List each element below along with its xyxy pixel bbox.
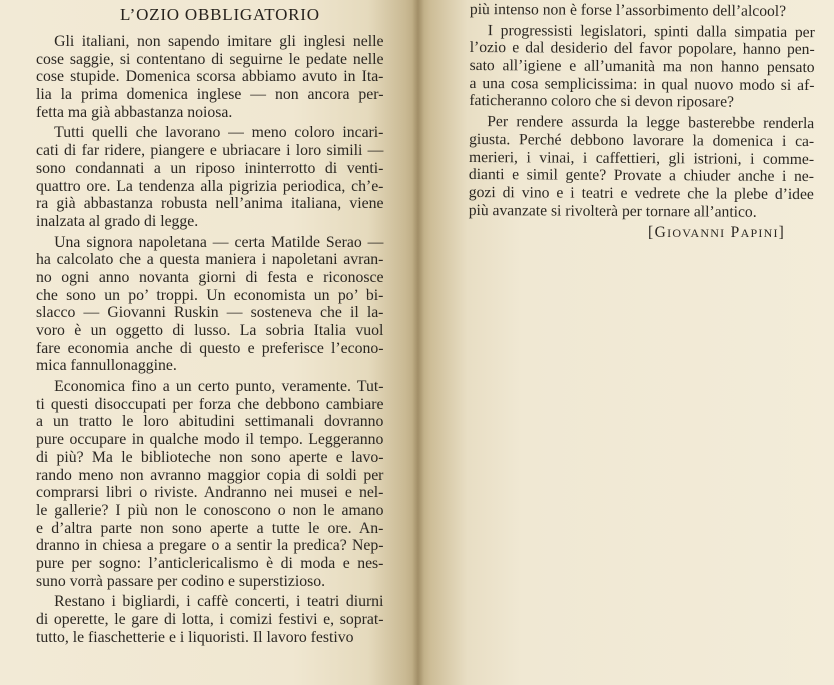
paragraph (36, 378, 383, 590)
text-line: no ogni anno novanta giorni di festa e riconosce (36, 268, 384, 286)
signature-last-initial: P (730, 224, 741, 241)
text-line: slacco — Giovanni Ruskin — sosteneva che il la- (36, 304, 384, 322)
text-line: l’ozio e dal desiderio del favor popolare, hanno pen- (469, 39, 815, 59)
text-line: Tutti quelli che lavorano — meno coloro incari- (54, 124, 384, 142)
text-line: sato all’igiene e all’umanità ma non hanno pensato (469, 57, 815, 77)
text-line: fare economia anche di questo e preferisce l’econo- (36, 339, 384, 357)
text-line: gozi di vino e i teatri e vedrete che la plebe d’idee (468, 183, 814, 204)
author-signature (648, 224, 785, 242)
article-title: L’OZIO OBBLIGATORIO (120, 5, 320, 24)
text-line: le gallerie? I più non le conoscono o non le amano (36, 501, 384, 519)
text-line: pure occupare in qualche modo il tempo. Leggeranno (36, 431, 384, 449)
text-line: Una signora napoletana — certa Matilde Serao — (54, 233, 384, 251)
text-line: faticheranno coloro che si devon riposare? (469, 92, 734, 112)
text-line: Per rendere assurda la legge basterebbe renderla (487, 113, 815, 133)
paragraph (36, 124, 383, 230)
right-page-text (469, 1, 815, 224)
left-page-text (36, 33, 383, 649)
paragraph (36, 234, 383, 376)
text-line: cose stupide. Domenica scorsa abbiamo avuto in Ita- (36, 68, 384, 86)
signature-first-rest: IOVANNI (667, 226, 726, 240)
text-line: a un tratto le loro abitudini settimanali dovranno (36, 413, 384, 431)
text-line: quattro ore. La tendenza alla pigrizia periodica, ch’e- (36, 177, 384, 195)
paragraph (470, 1, 815, 21)
text-line: merieri, i vinai, i caffettieri, gli istrioni, i comme- (468, 148, 815, 168)
text-line: ha calcolato che a questa maniera i napoletani avran- (36, 251, 384, 269)
signature-first-initial: G (654, 224, 668, 241)
text-line: inalzata al grado di legge. (36, 212, 199, 230)
text-line: Restano i bigliardi, i caffè concerti, i teatri diurni (54, 593, 384, 611)
text-line: dranno in chiesa a pregare o a sentir la predica? Nep- (36, 537, 384, 555)
text-line: più intenso non è forse l’assorbimento dell’alcool? (469, 1, 787, 20)
text-line: cati di far ridere, piangere e ubriacare i loro simili — (36, 142, 384, 160)
text-line: lia la prima domenica inglese — non ancora per- (36, 86, 384, 104)
text-line: voro è un oggetto di lusso. La sobria Italia vuol (36, 322, 384, 340)
text-line: comprarsi libri o riviste. Andranno nei musei e nel- (36, 484, 384, 502)
paragraph (469, 113, 815, 221)
text-line: giusta. Perché debbono lavorare la domenica i ca- (469, 130, 815, 150)
text-line: suno vorrà passare per codino e superstizioso. (36, 572, 326, 590)
text-line: pure per sogno: l’anticlericalismo è di moda e nes- (36, 554, 384, 572)
text-line: che sono un po’ troppi. Un economista un po’ bi- (36, 286, 384, 304)
text-line: a una cosa semplicissima: in qual nuovo modo si af- (469, 74, 815, 94)
text-line: rando meno non avranno maggior copia di soldi per (36, 466, 384, 484)
text-line: fetta ma già abbastanza noiosa. (36, 103, 233, 121)
text-line: cose saggie, si contentano di seguirne le pedate nelle (36, 50, 384, 68)
paragraph (469, 22, 815, 113)
text-line: I progressisti legislatori, spinti dalla simpatia per (487, 21, 815, 41)
text-line: e d’altra parte non sono aperte a tutte le ore. An- (36, 519, 384, 537)
text-line: più avanzate si rivolterà per tornare all’antico. (468, 201, 757, 221)
text-line: sono condannati a un riposo ininterrotto di venti- (36, 159, 384, 177)
book-gutter (412, 0, 424, 685)
text-line: di operette, le gare di lotta, i comizi festivi e, soprat- (36, 611, 384, 629)
text-line: Gli italiani, non sapendo imitare gli inglesi nelle (54, 33, 384, 50)
text-line: ti questi disoccupati per forza che debbono cambiare (36, 395, 384, 413)
signature-close-bracket: ] (778, 224, 786, 241)
text-line: ra già abbastanza robusta nell’anima italiana, viene (36, 195, 384, 213)
text-line: di più? Ma le biblioteche non sono aperte e lavo- (36, 448, 384, 466)
text-line: Economica fino a un certo punto, veramente. Tut- (54, 378, 384, 396)
paragraph (36, 593, 383, 646)
text-line: dianti e simil gente? Provate a chiuder anche i ne- (468, 166, 814, 186)
signature-last-rest: APINI (740, 226, 779, 240)
text-line: mica fannullonaggine. (36, 357, 177, 375)
text-line: tutto, le fiaschetterie e i liquoristi. Il lavoro festivo (36, 628, 354, 646)
paragraph (36, 33, 383, 121)
signature-open-bracket: [ (648, 224, 655, 241)
